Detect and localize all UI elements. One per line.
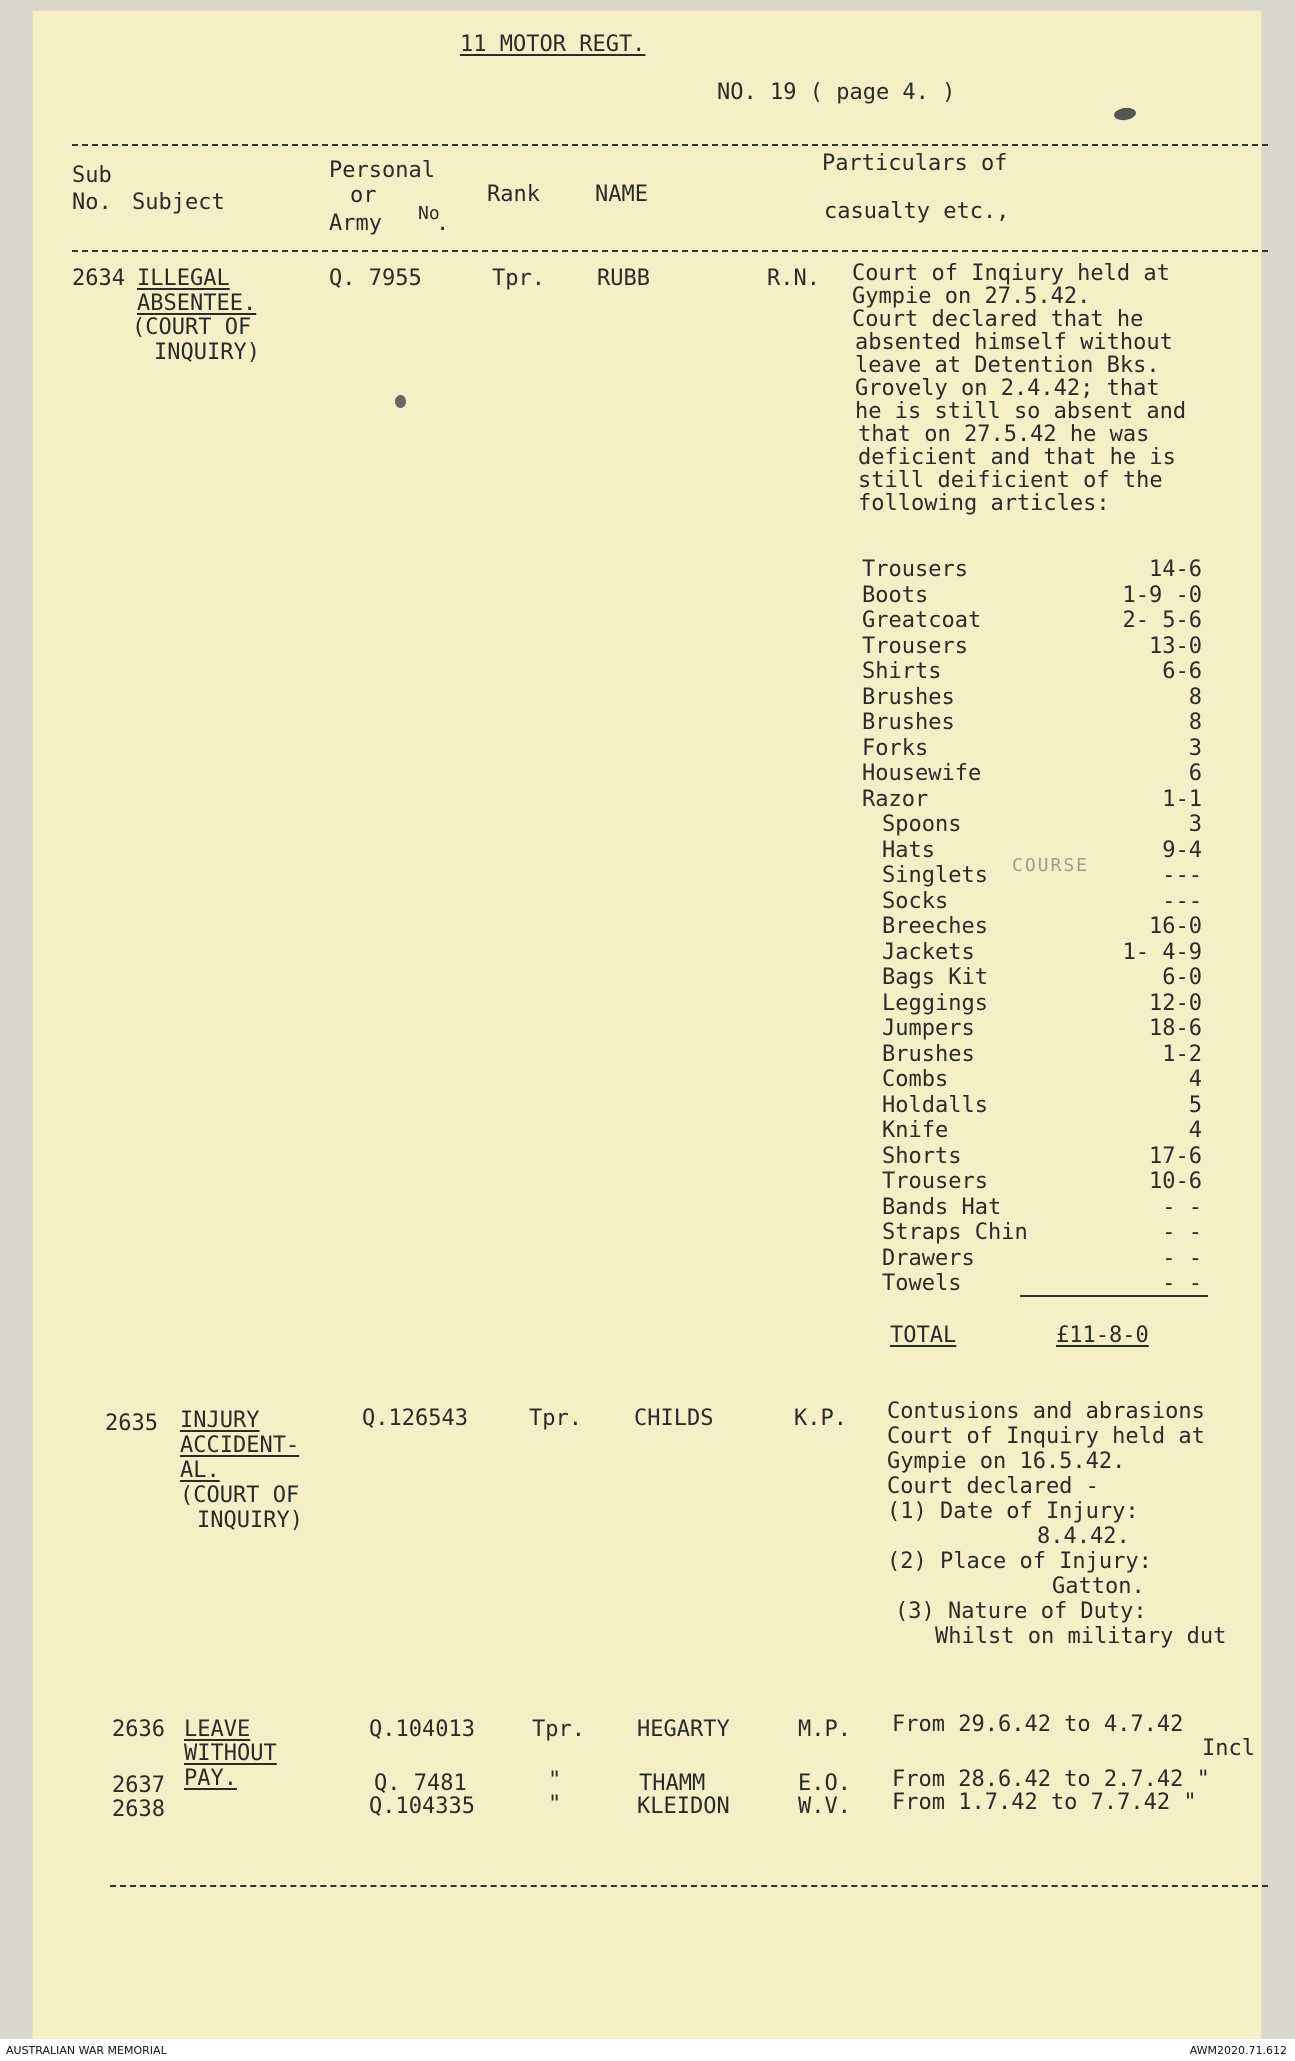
entry-2636-army-no: Q.104013 bbox=[369, 1717, 475, 1742]
entry-2636-rank: Tpr. bbox=[532, 1717, 585, 1742]
article-row bbox=[862, 557, 1202, 583]
entry-2636-sub-no: 2636 bbox=[112, 1717, 165, 1742]
article-item: Bags Kit bbox=[882, 965, 988, 990]
col-name-label: NAME bbox=[595, 182, 648, 207]
article-row bbox=[862, 608, 1202, 634]
entry-2636-subject-3: PAY. bbox=[184, 1766, 237, 1791]
article-cost: 10-6 bbox=[1149, 1169, 1202, 1194]
article-cost: 4 bbox=[1188, 1067, 1202, 1092]
entry-2635-name: CHILDS bbox=[634, 1406, 714, 1431]
entry-2635-particulars-3: Gympie on 16.5.42. bbox=[887, 1449, 1126, 1474]
article-cost: 5 bbox=[1188, 1092, 1202, 1118]
entry-2635-code: K.P. bbox=[794, 1406, 847, 1431]
entry-2634-particulars-7: he is still so absent and bbox=[855, 399, 1187, 424]
article-row bbox=[862, 889, 1202, 915]
article-item: Singlets bbox=[882, 863, 988, 888]
entry-2637-rank: " bbox=[548, 1768, 562, 1793]
entry-2636-code: M.P. bbox=[798, 1717, 851, 1742]
article-cost: 14-6 bbox=[1149, 557, 1202, 582]
article-row bbox=[862, 736, 1202, 762]
entry-2637-particulars: From 28.6.42 to 2.7.42 " bbox=[892, 1767, 1210, 1792]
article-item: Knife bbox=[882, 1118, 949, 1143]
article-item: Socks bbox=[882, 888, 949, 914]
article-item: Straps Chin bbox=[882, 1220, 1028, 1245]
article-row bbox=[862, 761, 1202, 787]
ink-spot bbox=[395, 395, 406, 408]
total-rule bbox=[1020, 1295, 1208, 1297]
entry-2634-army-no: Q. 7955 bbox=[329, 266, 422, 291]
article-item: Housewife bbox=[862, 761, 982, 786]
entry-2634-rank: Tpr. bbox=[492, 266, 545, 291]
entry-2634-particulars-1: Court of Inqiury held at bbox=[852, 261, 1170, 286]
article-row bbox=[862, 965, 1202, 991]
entry-2635-particulars-6: 8.4.42. bbox=[1037, 1524, 1130, 1549]
article-row bbox=[862, 1271, 1202, 1297]
article-cost: 9-4 bbox=[1162, 837, 1202, 863]
entry-2635-particulars-7: (2) Place of Injury: bbox=[887, 1549, 1152, 1574]
article-item: Boots bbox=[862, 582, 929, 608]
entry-2634-particulars-2: Gympie on 27.5.42. bbox=[852, 284, 1091, 309]
article-row bbox=[862, 1067, 1202, 1093]
col-sub-label: Sub bbox=[72, 163, 112, 188]
entry-2635-particulars-8: Gatton. bbox=[1052, 1574, 1145, 1599]
article-row bbox=[862, 787, 1202, 813]
entry-2638-particulars: From 1.7.42 to 7.7.42 " bbox=[892, 1790, 1197, 1815]
article-row bbox=[862, 940, 1202, 966]
article-item: Towels bbox=[882, 1271, 962, 1296]
col-casualty-label: casualty etc., bbox=[824, 199, 1010, 224]
article-row bbox=[862, 1169, 1202, 1195]
article-cost: 13-0 bbox=[1149, 633, 1202, 659]
entry-2634-subject-2: ABSENTEE. bbox=[137, 291, 257, 316]
entry-2634-particulars-10: still deificient of the bbox=[858, 468, 1163, 493]
article-cost: 18-6 bbox=[1149, 1016, 1202, 1041]
article-item: Drawers bbox=[882, 1245, 975, 1271]
entry-2636-incl: Incl bbox=[1202, 1736, 1255, 1761]
article-row bbox=[862, 659, 1202, 685]
article-cost: 6-6 bbox=[1162, 659, 1202, 684]
article-item: Spoons bbox=[882, 812, 962, 837]
article-row bbox=[862, 812, 1202, 838]
entry-2634-particulars-4: absented himself without bbox=[855, 330, 1173, 355]
article-item: Leggings bbox=[882, 990, 988, 1016]
article-item: Greatcoat bbox=[862, 608, 982, 633]
entry-2635-particulars-9: (3) Nature of Duty: bbox=[895, 1599, 1147, 1624]
article-row bbox=[862, 1220, 1202, 1246]
article-row bbox=[862, 991, 1202, 1017]
footer-divider bbox=[110, 1885, 1268, 1887]
article-cost: 3 bbox=[1188, 812, 1202, 837]
unit-title: 11 MOTOR REGT. bbox=[460, 32, 646, 57]
article-cost: --- bbox=[1162, 888, 1202, 914]
article-item: Jackets bbox=[882, 939, 975, 965]
article-item: Breeches bbox=[882, 914, 988, 939]
article-row bbox=[862, 1016, 1202, 1042]
entry-2636-particulars: From 29.6.42 to 4.7.42 bbox=[892, 1712, 1184, 1737]
article-cost: 16-0 bbox=[1149, 914, 1202, 939]
entry-2634-particulars-6: Grovely on 2.4.42; that bbox=[855, 376, 1160, 401]
entry-2635-sub-no: 2635 bbox=[105, 1411, 158, 1436]
article-item: Holdalls bbox=[882, 1092, 988, 1118]
article-row bbox=[862, 1144, 1202, 1170]
article-item: Jumpers bbox=[882, 1016, 975, 1041]
article-item: Hats bbox=[882, 837, 935, 863]
article-cost: 1-9 -0 bbox=[1122, 582, 1202, 608]
ink-smudge bbox=[1113, 107, 1136, 122]
entry-2636-name: HEGARTY bbox=[637, 1717, 730, 1742]
col-or-label: or bbox=[350, 183, 377, 208]
entry-2637-code: E.O. bbox=[798, 1771, 851, 1796]
article-cost: 8 bbox=[1188, 684, 1202, 710]
article-row bbox=[862, 710, 1202, 736]
document-number: NO. 19 ( page 4. ) bbox=[717, 80, 956, 105]
article-cost: - - bbox=[1162, 1194, 1202, 1220]
article-item: Combs bbox=[882, 1067, 949, 1092]
article-cost: - - bbox=[1162, 1271, 1202, 1296]
col-particulars-label: Particulars of bbox=[822, 151, 1008, 176]
archive-name: AUSTRALIAN WAR MEMORIAL bbox=[6, 2044, 167, 2057]
entry-2634-code: R.N. bbox=[767, 266, 820, 291]
entry-2635-subject-4: (COURT OF bbox=[180, 1483, 300, 1508]
article-row bbox=[862, 634, 1202, 660]
total-value: £11-8-0 bbox=[1056, 1323, 1149, 1348]
entry-2635-particulars-10: Whilst on military dut bbox=[935, 1624, 1227, 1649]
entry-2634-particulars-8: that on 27.5.42 he was bbox=[858, 422, 1150, 447]
header-divider-top bbox=[72, 144, 1268, 146]
entry-2637-army-no: Q. 7481 bbox=[374, 1771, 467, 1796]
article-cost: 2- 5-6 bbox=[1122, 608, 1202, 633]
entry-2638-name: KLEIDON bbox=[637, 1794, 730, 1819]
entry-2637-name: THAMM bbox=[639, 1771, 706, 1796]
entry-2634-particulars-3: Court declared that he bbox=[852, 307, 1144, 332]
entry-2636-subject-1: LEAVE bbox=[184, 1717, 251, 1742]
article-row bbox=[862, 1118, 1202, 1144]
article-cost: 12-0 bbox=[1149, 990, 1202, 1016]
article-item: Razor bbox=[862, 786, 929, 812]
entry-2638-rank: " bbox=[548, 1792, 562, 1817]
total-label: TOTAL bbox=[890, 1323, 957, 1348]
entry-2638-sub-no: 2638 bbox=[112, 1797, 165, 1822]
entry-2634-subject-4: INQUIRY) bbox=[154, 340, 260, 365]
article-item: Brushes bbox=[862, 684, 955, 710]
col-no-label: No. bbox=[72, 190, 112, 215]
article-item: Shirts bbox=[862, 659, 942, 684]
entry-2635-subject-1: INJURY bbox=[180, 1408, 260, 1433]
article-row bbox=[862, 1246, 1202, 1272]
article-cost: 17-6 bbox=[1149, 1143, 1202, 1169]
col-no-dot: . bbox=[436, 211, 450, 236]
col-army-label: Army bbox=[329, 211, 382, 236]
article-row bbox=[862, 685, 1202, 711]
article-item: Brushes bbox=[882, 1041, 975, 1067]
col-no-sup-label: No bbox=[418, 203, 440, 224]
article-item: Shorts bbox=[882, 1143, 962, 1169]
article-item: Trousers bbox=[882, 1169, 988, 1194]
article-cost: 1-2 bbox=[1162, 1041, 1202, 1067]
col-personal-label: Personal bbox=[329, 158, 435, 183]
entry-2634-subject-1: ILLEGAL bbox=[137, 266, 230, 291]
entry-2634-particulars-11: following articles: bbox=[858, 491, 1110, 516]
entry-2634-sub-no: 2634 bbox=[72, 266, 125, 291]
article-cost: 3 bbox=[1188, 735, 1202, 761]
entry-2635-subject-5: INQUIRY) bbox=[197, 1508, 303, 1533]
article-cost: 1-1 bbox=[1162, 786, 1202, 812]
entry-2634-name: RUBB bbox=[597, 266, 650, 291]
article-item: Forks bbox=[862, 735, 929, 761]
article-row bbox=[862, 1195, 1202, 1221]
entry-2636-subject-2: WITHOUT bbox=[184, 1741, 277, 1766]
entry-2635-subject-2: ACCIDENT- bbox=[180, 1433, 300, 1458]
article-row bbox=[862, 914, 1202, 940]
article-cost: --- bbox=[1162, 863, 1202, 888]
entry-2635-particulars-5: (1) Date of Injury: bbox=[887, 1499, 1139, 1524]
entry-2635-subject-3: AL. bbox=[180, 1458, 220, 1483]
article-cost: 8 bbox=[1188, 710, 1202, 735]
article-cost: 1- 4-9 bbox=[1122, 939, 1202, 965]
header-divider-bottom bbox=[72, 250, 1268, 252]
article-item: Trousers bbox=[862, 633, 968, 659]
entry-2634-subject-3: (COURT OF bbox=[132, 315, 252, 340]
article-item: Bands Hat bbox=[882, 1194, 1002, 1220]
article-cost: - - bbox=[1162, 1220, 1202, 1245]
col-rank-label: Rank bbox=[487, 182, 540, 207]
entry-2637-sub-no: 2637 bbox=[112, 1773, 165, 1798]
entry-2635-particulars-4: Court declared - bbox=[887, 1474, 1099, 1499]
article-cost: 4 bbox=[1188, 1118, 1202, 1143]
entry-2638-code: W.V. bbox=[798, 1794, 851, 1819]
col-subject-label: Subject bbox=[132, 190, 225, 215]
article-item: Brushes bbox=[862, 710, 955, 735]
entry-2635-army-no: Q.126543 bbox=[362, 1406, 468, 1431]
articles-list bbox=[862, 557, 1202, 1297]
document-page bbox=[32, 10, 1262, 2040]
article-item: Trousers bbox=[862, 557, 968, 582]
entry-2638-army-no: Q.104335 bbox=[369, 1794, 475, 1819]
entry-2635-particulars-1: Contusions and abrasions bbox=[887, 1399, 1205, 1424]
show-through-text: COURSE bbox=[1012, 855, 1090, 876]
entry-2635-rank: Tpr. bbox=[529, 1406, 582, 1431]
archive-reference: AWM2020.71.612 bbox=[1189, 2044, 1287, 2057]
archive-footer bbox=[0, 2039, 1295, 2061]
article-cost: 6-0 bbox=[1162, 965, 1202, 990]
article-cost: 6 bbox=[1188, 761, 1202, 786]
article-cost: - - bbox=[1162, 1245, 1202, 1271]
entry-2635-particulars-2: Court of Inquiry held at bbox=[887, 1424, 1205, 1449]
article-row bbox=[862, 1042, 1202, 1068]
entry-2634-particulars-9: deficient and that he is bbox=[858, 445, 1176, 470]
entry-2634-particulars-5: leave at Detention Bks. bbox=[855, 353, 1160, 378]
article-row bbox=[862, 583, 1202, 609]
article-row bbox=[862, 1093, 1202, 1119]
